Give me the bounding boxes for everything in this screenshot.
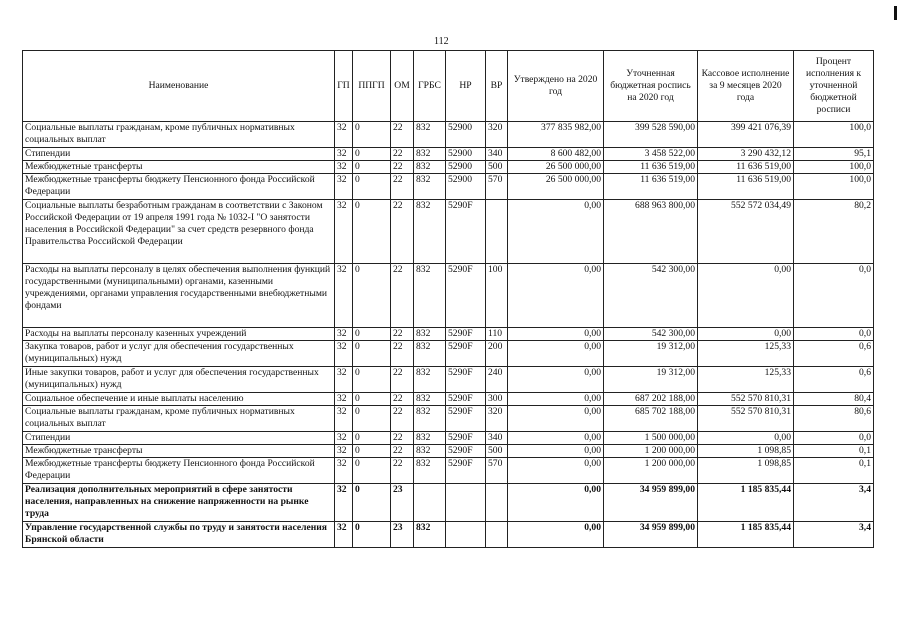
cell-vr: 110 <box>486 328 508 341</box>
cell-grbs: 832 <box>414 148 446 161</box>
header-nr: НР <box>446 51 486 122</box>
cell-approved: 0,00 <box>508 264 604 328</box>
cell-grbs: 832 <box>414 406 446 432</box>
cell-nr: 5290F <box>446 432 486 445</box>
table-body <box>23 122 874 548</box>
cell-gp: 32 <box>335 484 353 522</box>
cell-grbs: 832 <box>414 341 446 367</box>
cell-grbs: 832 <box>414 161 446 174</box>
cell-nr: 5290F <box>446 264 486 328</box>
cell-nr: 52900 <box>446 148 486 161</box>
cell-cash: 1 185 835,44 <box>698 484 794 522</box>
cell-vr: 340 <box>486 148 508 161</box>
cell-nr: 5290F <box>446 406 486 432</box>
cell-approved: 0,00 <box>508 393 604 406</box>
page-number: 112 <box>434 36 449 47</box>
cell-grbs: 832 <box>414 432 446 445</box>
cell-grbs: 832 <box>414 174 446 200</box>
page-edge-mark <box>894 6 897 20</box>
cell-cash: 552 572 034,49 <box>698 200 794 264</box>
cell-gp: 32 <box>335 122 353 148</box>
cell-nr: 5290F <box>446 328 486 341</box>
cell-nr <box>446 522 486 548</box>
cell-gp: 32 <box>335 393 353 406</box>
cell-cash: 11 636 519,00 <box>698 161 794 174</box>
cell-approved: 0,00 <box>508 484 604 522</box>
cell-om: 22 <box>391 458 414 484</box>
cell-percent: 100,0 <box>794 174 874 200</box>
table-row <box>23 264 874 328</box>
cell-percent: 80,2 <box>794 200 874 264</box>
cell-vr: 100 <box>486 264 508 328</box>
cell-om: 22 <box>391 445 414 458</box>
cell-om: 23 <box>391 522 414 548</box>
cell-vr: 300 <box>486 393 508 406</box>
cell-refined: 399 528 590,00 <box>604 122 698 148</box>
cell-percent: 0,1 <box>794 445 874 458</box>
cell-percent: 0,0 <box>794 432 874 445</box>
cell-cash: 1 185 835,44 <box>698 522 794 548</box>
cell-gp: 32 <box>335 148 353 161</box>
cell-name: Межбюджетные трансферты <box>23 161 335 174</box>
table-row <box>23 445 874 458</box>
header-grbs: ГРБС <box>414 51 446 122</box>
cell-om: 22 <box>391 328 414 341</box>
cell-name: Социальные выплаты гражданам, кроме публичных нормативных социальных выплат <box>23 122 335 148</box>
cell-percent: 0,1 <box>794 458 874 484</box>
cell-ppgp: 0 <box>353 445 391 458</box>
cell-approved: 8 600 482,00 <box>508 148 604 161</box>
cell-ppgp: 0 <box>353 161 391 174</box>
cell-percent: 3,4 <box>794 522 874 548</box>
cell-vr: 320 <box>486 406 508 432</box>
cell-name: Межбюджетные трансферты бюджету Пенсионного фонда Российской Федерации <box>23 174 335 200</box>
cell-cash: 0,00 <box>698 264 794 328</box>
cell-approved: 0,00 <box>508 445 604 458</box>
cell-ppgp: 0 <box>353 200 391 264</box>
table-row <box>23 367 874 393</box>
cell-refined: 542 300,00 <box>604 328 698 341</box>
cell-cash: 1 098,85 <box>698 458 794 484</box>
cell-name: Межбюджетные трансферты бюджету Пенсионного фонда Российской Федерации <box>23 458 335 484</box>
cell-gp: 32 <box>335 200 353 264</box>
table-row <box>23 148 874 161</box>
header-vr: ВР <box>486 51 508 122</box>
cell-nr: 5290F <box>446 458 486 484</box>
cell-om: 22 <box>391 148 414 161</box>
cell-cash: 0,00 <box>698 328 794 341</box>
cell-grbs: 832 <box>414 264 446 328</box>
cell-refined: 11 636 519,00 <box>604 174 698 200</box>
cell-om: 23 <box>391 484 414 522</box>
cell-vr: 240 <box>486 367 508 393</box>
cell-refined: 542 300,00 <box>604 264 698 328</box>
cell-refined: 1 500 000,00 <box>604 432 698 445</box>
cell-percent: 0,6 <box>794 341 874 367</box>
cell-name: Реализация дополнительных мероприятий в сфере занятости населения, направленных на снижение напряженности на рынке труда <box>23 484 335 522</box>
cell-cash: 125,33 <box>698 341 794 367</box>
table-row <box>23 122 874 148</box>
cell-percent: 100,0 <box>794 122 874 148</box>
cell-gp: 32 <box>335 328 353 341</box>
header-name: Наименование <box>23 51 335 122</box>
table-row <box>23 161 874 174</box>
header-ppgp: ППГП <box>353 51 391 122</box>
table-row <box>23 200 874 264</box>
table-header-row <box>23 51 874 122</box>
cell-vr: 340 <box>486 432 508 445</box>
cell-ppgp: 0 <box>353 341 391 367</box>
cell-percent: 80,4 <box>794 393 874 406</box>
cell-nr: 52900 <box>446 161 486 174</box>
cell-ppgp: 0 <box>353 432 391 445</box>
cell-cash: 0,00 <box>698 432 794 445</box>
cell-refined: 34 959 899,00 <box>604 522 698 548</box>
cell-ppgp: 0 <box>353 122 391 148</box>
cell-approved: 0,00 <box>508 458 604 484</box>
cell-ppgp: 0 <box>353 406 391 432</box>
cell-vr: 500 <box>486 161 508 174</box>
header-approved: Утверждено на 2020 год <box>508 51 604 122</box>
cell-cash: 3 290 432,12 <box>698 148 794 161</box>
cell-refined: 1 200 000,00 <box>604 458 698 484</box>
cell-approved: 0,00 <box>508 522 604 548</box>
cell-refined: 3 458 522,00 <box>604 148 698 161</box>
cell-refined: 1 200 000,00 <box>604 445 698 458</box>
cell-cash: 552 570 810,31 <box>698 393 794 406</box>
header-percent: Процент исполнения к уточненной бюджетной росписи <box>794 51 874 122</box>
cell-gp: 32 <box>335 367 353 393</box>
cell-ppgp: 0 <box>353 328 391 341</box>
cell-approved: 377 835 982,00 <box>508 122 604 148</box>
cell-cash: 552 570 810,31 <box>698 406 794 432</box>
cell-ppgp: 0 <box>353 458 391 484</box>
cell-refined: 34 959 899,00 <box>604 484 698 522</box>
table-row <box>23 341 874 367</box>
cell-ppgp: 0 <box>353 484 391 522</box>
cell-cash: 1 098,85 <box>698 445 794 458</box>
cell-cash: 11 636 519,00 <box>698 174 794 200</box>
cell-ppgp: 0 <box>353 264 391 328</box>
cell-name: Стипендии <box>23 432 335 445</box>
cell-vr: 500 <box>486 445 508 458</box>
cell-grbs: 832 <box>414 367 446 393</box>
cell-vr: 320 <box>486 122 508 148</box>
cell-refined: 688 963 800,00 <box>604 200 698 264</box>
cell-refined: 685 702 188,00 <box>604 406 698 432</box>
cell-grbs: 832 <box>414 393 446 406</box>
header-gp: ГП <box>335 51 353 122</box>
cell-name: Межбюджетные трансферты <box>23 445 335 458</box>
cell-refined: 11 636 519,00 <box>604 161 698 174</box>
cell-grbs: 832 <box>414 122 446 148</box>
cell-ppgp: 0 <box>353 393 391 406</box>
cell-grbs: 832 <box>414 522 446 548</box>
header-om: ОМ <box>391 51 414 122</box>
cell-name: Управление государственной службы по труду и занятости населения Брянской области <box>23 522 335 548</box>
cell-gp: 32 <box>335 432 353 445</box>
cell-om: 22 <box>391 122 414 148</box>
cell-vr <box>486 484 508 522</box>
cell-name: Иные закупки товаров, работ и услуг для обеспечения государственных (муниципальных) нужд <box>23 367 335 393</box>
cell-name: Закупка товаров, работ и услуг для обеспечения государственных (муниципальных) нужд <box>23 341 335 367</box>
cell-om: 22 <box>391 341 414 367</box>
header-refined: Уточненная бюджетная роспись на 2020 год <box>604 51 698 122</box>
cell-grbs: 832 <box>414 328 446 341</box>
cell-gp: 32 <box>335 341 353 367</box>
table-row <box>23 458 874 484</box>
cell-approved: 0,00 <box>508 328 604 341</box>
cell-name: Социальные выплаты гражданам, кроме публичных нормативных социальных выплат <box>23 406 335 432</box>
cell-gp: 32 <box>335 458 353 484</box>
cell-om: 22 <box>391 432 414 445</box>
cell-name: Расходы на выплаты персоналу в целях обеспечения выполнения функций государственными (муниципальными) органами, казенными учреждениями, органами управления государственными внебюджетными фондами <box>23 264 335 328</box>
cell-refined: 19 312,00 <box>604 341 698 367</box>
cell-nr: 5290F <box>446 393 486 406</box>
cell-om: 22 <box>391 174 414 200</box>
cell-vr: 200 <box>486 341 508 367</box>
cell-vr <box>486 522 508 548</box>
cell-nr: 5290F <box>446 200 486 264</box>
table-row <box>23 393 874 406</box>
cell-approved: 0,00 <box>508 406 604 432</box>
cell-approved: 26 500 000,00 <box>508 174 604 200</box>
cell-nr: 5290F <box>446 367 486 393</box>
cell-grbs <box>414 484 446 522</box>
cell-vr <box>486 200 508 264</box>
table-row <box>23 484 874 522</box>
cell-approved: 0,00 <box>508 341 604 367</box>
cell-percent: 95,1 <box>794 148 874 161</box>
cell-percent: 0,0 <box>794 328 874 341</box>
cell-percent: 0,6 <box>794 367 874 393</box>
table-row <box>23 522 874 548</box>
cell-ppgp: 0 <box>353 367 391 393</box>
table-row <box>23 406 874 432</box>
cell-om: 22 <box>391 393 414 406</box>
table-row <box>23 432 874 445</box>
cell-gp: 32 <box>335 174 353 200</box>
cell-gp: 32 <box>335 161 353 174</box>
cell-gp: 32 <box>335 264 353 328</box>
cell-percent: 100,0 <box>794 161 874 174</box>
cell-approved: 0,00 <box>508 367 604 393</box>
cell-approved: 0,00 <box>508 200 604 264</box>
cell-grbs: 832 <box>414 200 446 264</box>
cell-om: 22 <box>391 264 414 328</box>
cell-grbs: 832 <box>414 445 446 458</box>
header-cash: Кассовое исполнение за 9 месяцев 2020 года <box>698 51 794 122</box>
table-row <box>23 174 874 200</box>
cell-nr: 5290F <box>446 445 486 458</box>
cell-nr <box>446 484 486 522</box>
budget-table <box>22 50 874 548</box>
cell-cash: 125,33 <box>698 367 794 393</box>
cell-refined: 19 312,00 <box>604 367 698 393</box>
cell-cash: 399 421 076,39 <box>698 122 794 148</box>
cell-ppgp: 0 <box>353 522 391 548</box>
table-row <box>23 328 874 341</box>
cell-name: Расходы на выплаты персоналу казенных учреждений <box>23 328 335 341</box>
cell-percent: 3,4 <box>794 484 874 522</box>
cell-ppgp: 0 <box>353 148 391 161</box>
cell-nr: 52900 <box>446 122 486 148</box>
cell-name: Стипендии <box>23 148 335 161</box>
cell-nr: 52900 <box>446 174 486 200</box>
cell-grbs: 832 <box>414 458 446 484</box>
cell-vr: 570 <box>486 458 508 484</box>
cell-percent: 0,0 <box>794 264 874 328</box>
cell-om: 22 <box>391 367 414 393</box>
cell-gp: 32 <box>335 445 353 458</box>
cell-nr: 5290F <box>446 341 486 367</box>
cell-approved: 0,00 <box>508 432 604 445</box>
cell-refined: 687 202 188,00 <box>604 393 698 406</box>
cell-name: Социальное обеспечение и иные выплаты населению <box>23 393 335 406</box>
cell-om: 22 <box>391 200 414 264</box>
cell-gp: 32 <box>335 406 353 432</box>
cell-name: Социальные выплаты безработным гражданам в соответствии с Законом Российской Федерации от 19 апреля 1991 года № 1032-I "О занятости населения в Российской Федерации" за счет средств резервного фонда Правительства Российской Федерации <box>23 200 335 264</box>
cell-gp: 32 <box>335 522 353 548</box>
cell-om: 22 <box>391 406 414 432</box>
cell-ppgp: 0 <box>353 174 391 200</box>
cell-percent: 80,6 <box>794 406 874 432</box>
cell-vr: 570 <box>486 174 508 200</box>
cell-approved: 26 500 000,00 <box>508 161 604 174</box>
cell-om: 22 <box>391 161 414 174</box>
